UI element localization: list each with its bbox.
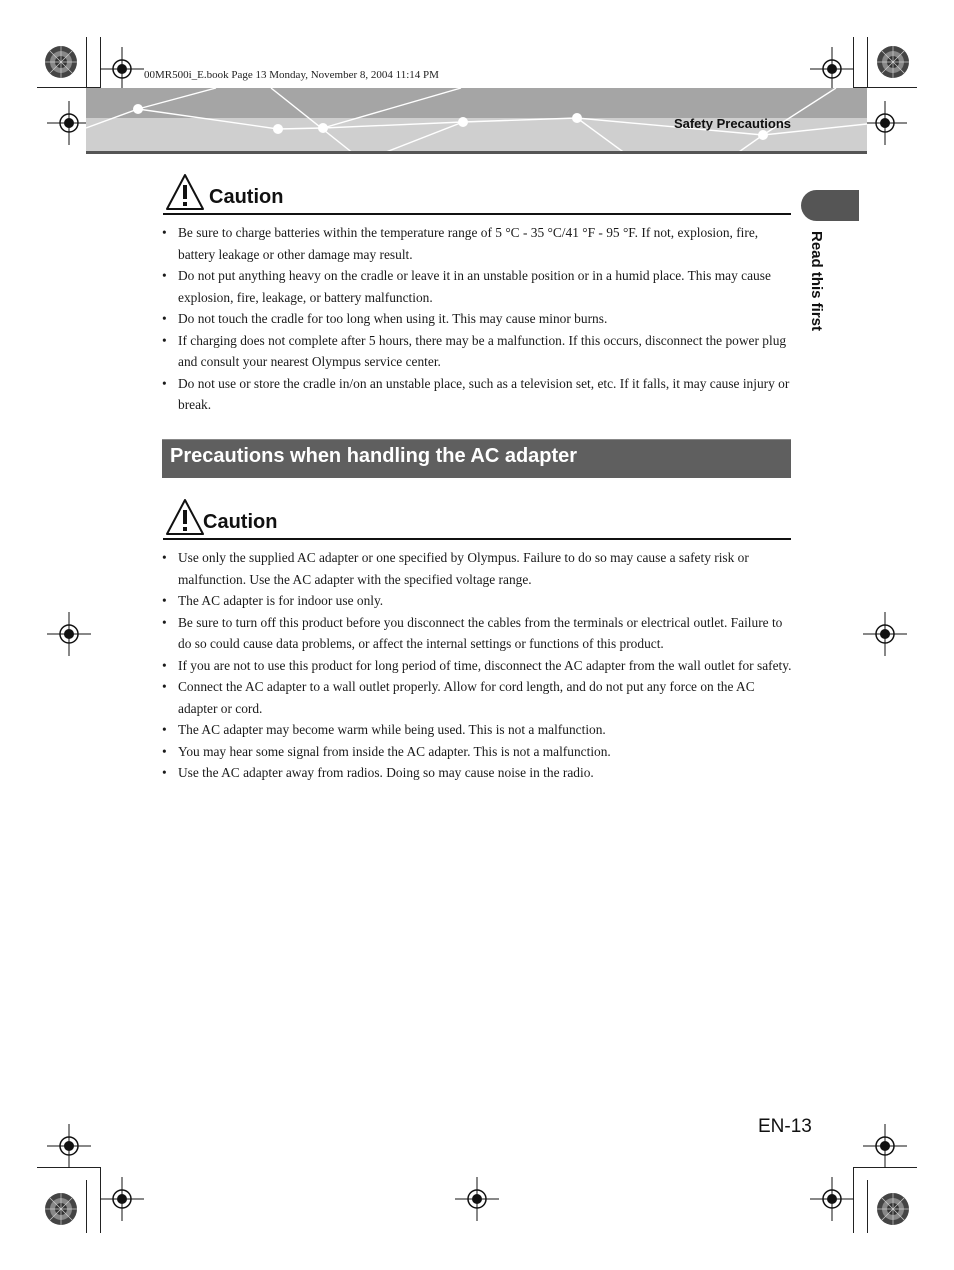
registration-mark-icon bbox=[810, 47, 854, 91]
bullet: • bbox=[162, 550, 167, 565]
caution-heading bbox=[163, 498, 791, 540]
list-item bbox=[162, 265, 792, 308]
bullet: • bbox=[162, 722, 167, 737]
bullet: • bbox=[162, 268, 167, 283]
registration-mark-icon bbox=[455, 1177, 499, 1221]
page-header bbox=[86, 88, 867, 154]
chapter-tab bbox=[801, 190, 859, 221]
color-rosette-icon bbox=[876, 45, 910, 79]
color-rosette-icon bbox=[876, 1192, 910, 1226]
list-item bbox=[162, 222, 792, 265]
bullet: • bbox=[162, 657, 167, 673]
page-number: EN-13 bbox=[758, 1116, 812, 1137]
list-item-text: Connect the AC adapter to a wall outlet properly. Allow for cord length, and do not put any force on the AC adapter or cord. bbox=[178, 679, 755, 716]
registration-mark-icon bbox=[47, 101, 91, 145]
list-item bbox=[162, 612, 792, 655]
registration-mark-icon bbox=[863, 1124, 907, 1168]
registration-mark-icon bbox=[863, 612, 907, 656]
bullet: • bbox=[162, 765, 167, 780]
list-item-text: Do not use or store the cradle in/on an unstable place, such as a television set, etc. If it falls, it may cause injury or break. bbox=[178, 375, 790, 412]
list-item bbox=[162, 547, 792, 590]
list-item-text: Be sure to turn off this product before you disconnect the cables from the terminals or electrical outlet. Failure to do so could cause data problems, or affect the internal settings or functions of this product. bbox=[178, 614, 783, 651]
list-item-text: The AC adapter is for indoor use only. bbox=[178, 593, 384, 608]
bullet: • bbox=[162, 375, 167, 391]
caution-label: Caution bbox=[203, 511, 278, 533]
bullet: • bbox=[162, 679, 167, 694]
list-item bbox=[162, 590, 792, 612]
list-item-text: Use the AC adapter away from radios. Doing so may cause noise in the radio. bbox=[178, 765, 594, 780]
registration-mark-icon bbox=[863, 101, 907, 145]
registration-mark-icon bbox=[810, 1177, 854, 1221]
bullet: • bbox=[162, 311, 167, 326]
list-item bbox=[162, 719, 792, 741]
list-item bbox=[162, 741, 792, 763]
color-rosette-icon bbox=[44, 45, 78, 79]
crop-mark bbox=[86, 1180, 87, 1233]
list-item bbox=[162, 308, 792, 330]
caution-list bbox=[162, 547, 792, 784]
color-rosette-icon bbox=[44, 1192, 78, 1226]
caution-list bbox=[162, 222, 792, 416]
list-item bbox=[162, 655, 792, 677]
list-item-text: Be sure to charge batteries within the temperature range of 5 °C - 35 °C/41 °F - 95 °F. If not, explosion, fire, battery leakage or other damage may result. bbox=[178, 225, 759, 262]
registration-mark-icon bbox=[47, 612, 91, 656]
registration-mark-icon bbox=[47, 1124, 91, 1168]
header-title: Safety Precautions bbox=[673, 116, 791, 131]
list-item-text: The AC adapter may become warm while being used. This is not a malfunction. bbox=[178, 722, 606, 737]
list-item-text: Use only the supplied AC adapter or one specified by Olympus. Failure to do so may cause a safety risk or malfunction. Use the AC adapter with the specified voltage range. bbox=[178, 550, 749, 587]
bullet: • bbox=[162, 332, 167, 348]
chapter-label: Read this first bbox=[808, 231, 825, 332]
header-rule bbox=[86, 151, 867, 154]
bullet: • bbox=[162, 225, 167, 240]
bullet: • bbox=[162, 614, 167, 630]
crop-mark bbox=[86, 37, 87, 87]
list-item bbox=[162, 373, 792, 416]
bullet: • bbox=[162, 743, 167, 759]
warning-triangle-icon bbox=[165, 498, 205, 536]
list-item-text: If charging does not complete after 5 hours, there may be a malfunction. If this occurs, disconnect the power plug and consult your nearest Olympus service center. bbox=[178, 332, 787, 369]
file-info: 00MR500i_E.book Page 13 Monday, November 8, 2004 11:14 PM bbox=[144, 69, 439, 81]
warning-triangle-icon bbox=[165, 173, 205, 211]
list-item-text: You may hear some signal from inside the AC adapter. This is not a malfunction. bbox=[178, 743, 611, 759]
list-item bbox=[162, 330, 792, 373]
list-item bbox=[162, 762, 792, 784]
registration-mark-icon bbox=[100, 1177, 144, 1221]
list-item-text: Do not put anything heavy on the cradle or leave it in an unstable position or in a humid place. This may cause explosion, fire, leakage, or battery malfunction. bbox=[178, 268, 771, 305]
bullet: • bbox=[162, 593, 167, 608]
list-item-text: Do not touch the cradle for too long when using it. This may cause minor burns. bbox=[178, 311, 608, 326]
caution-label: Caution bbox=[209, 186, 284, 208]
section-heading-bar bbox=[162, 439, 791, 478]
list-item-text: If you are not to use this product for long period of time, disconnect the AC adapter from the wall outlet for safety. bbox=[178, 657, 792, 673]
registration-mark-icon bbox=[100, 47, 144, 91]
crop-mark bbox=[867, 37, 868, 87]
list-item bbox=[162, 676, 792, 719]
section-title: Precautions when handling the AC adapter bbox=[170, 445, 578, 467]
caution-heading bbox=[163, 173, 791, 215]
crop-mark bbox=[867, 1180, 868, 1233]
